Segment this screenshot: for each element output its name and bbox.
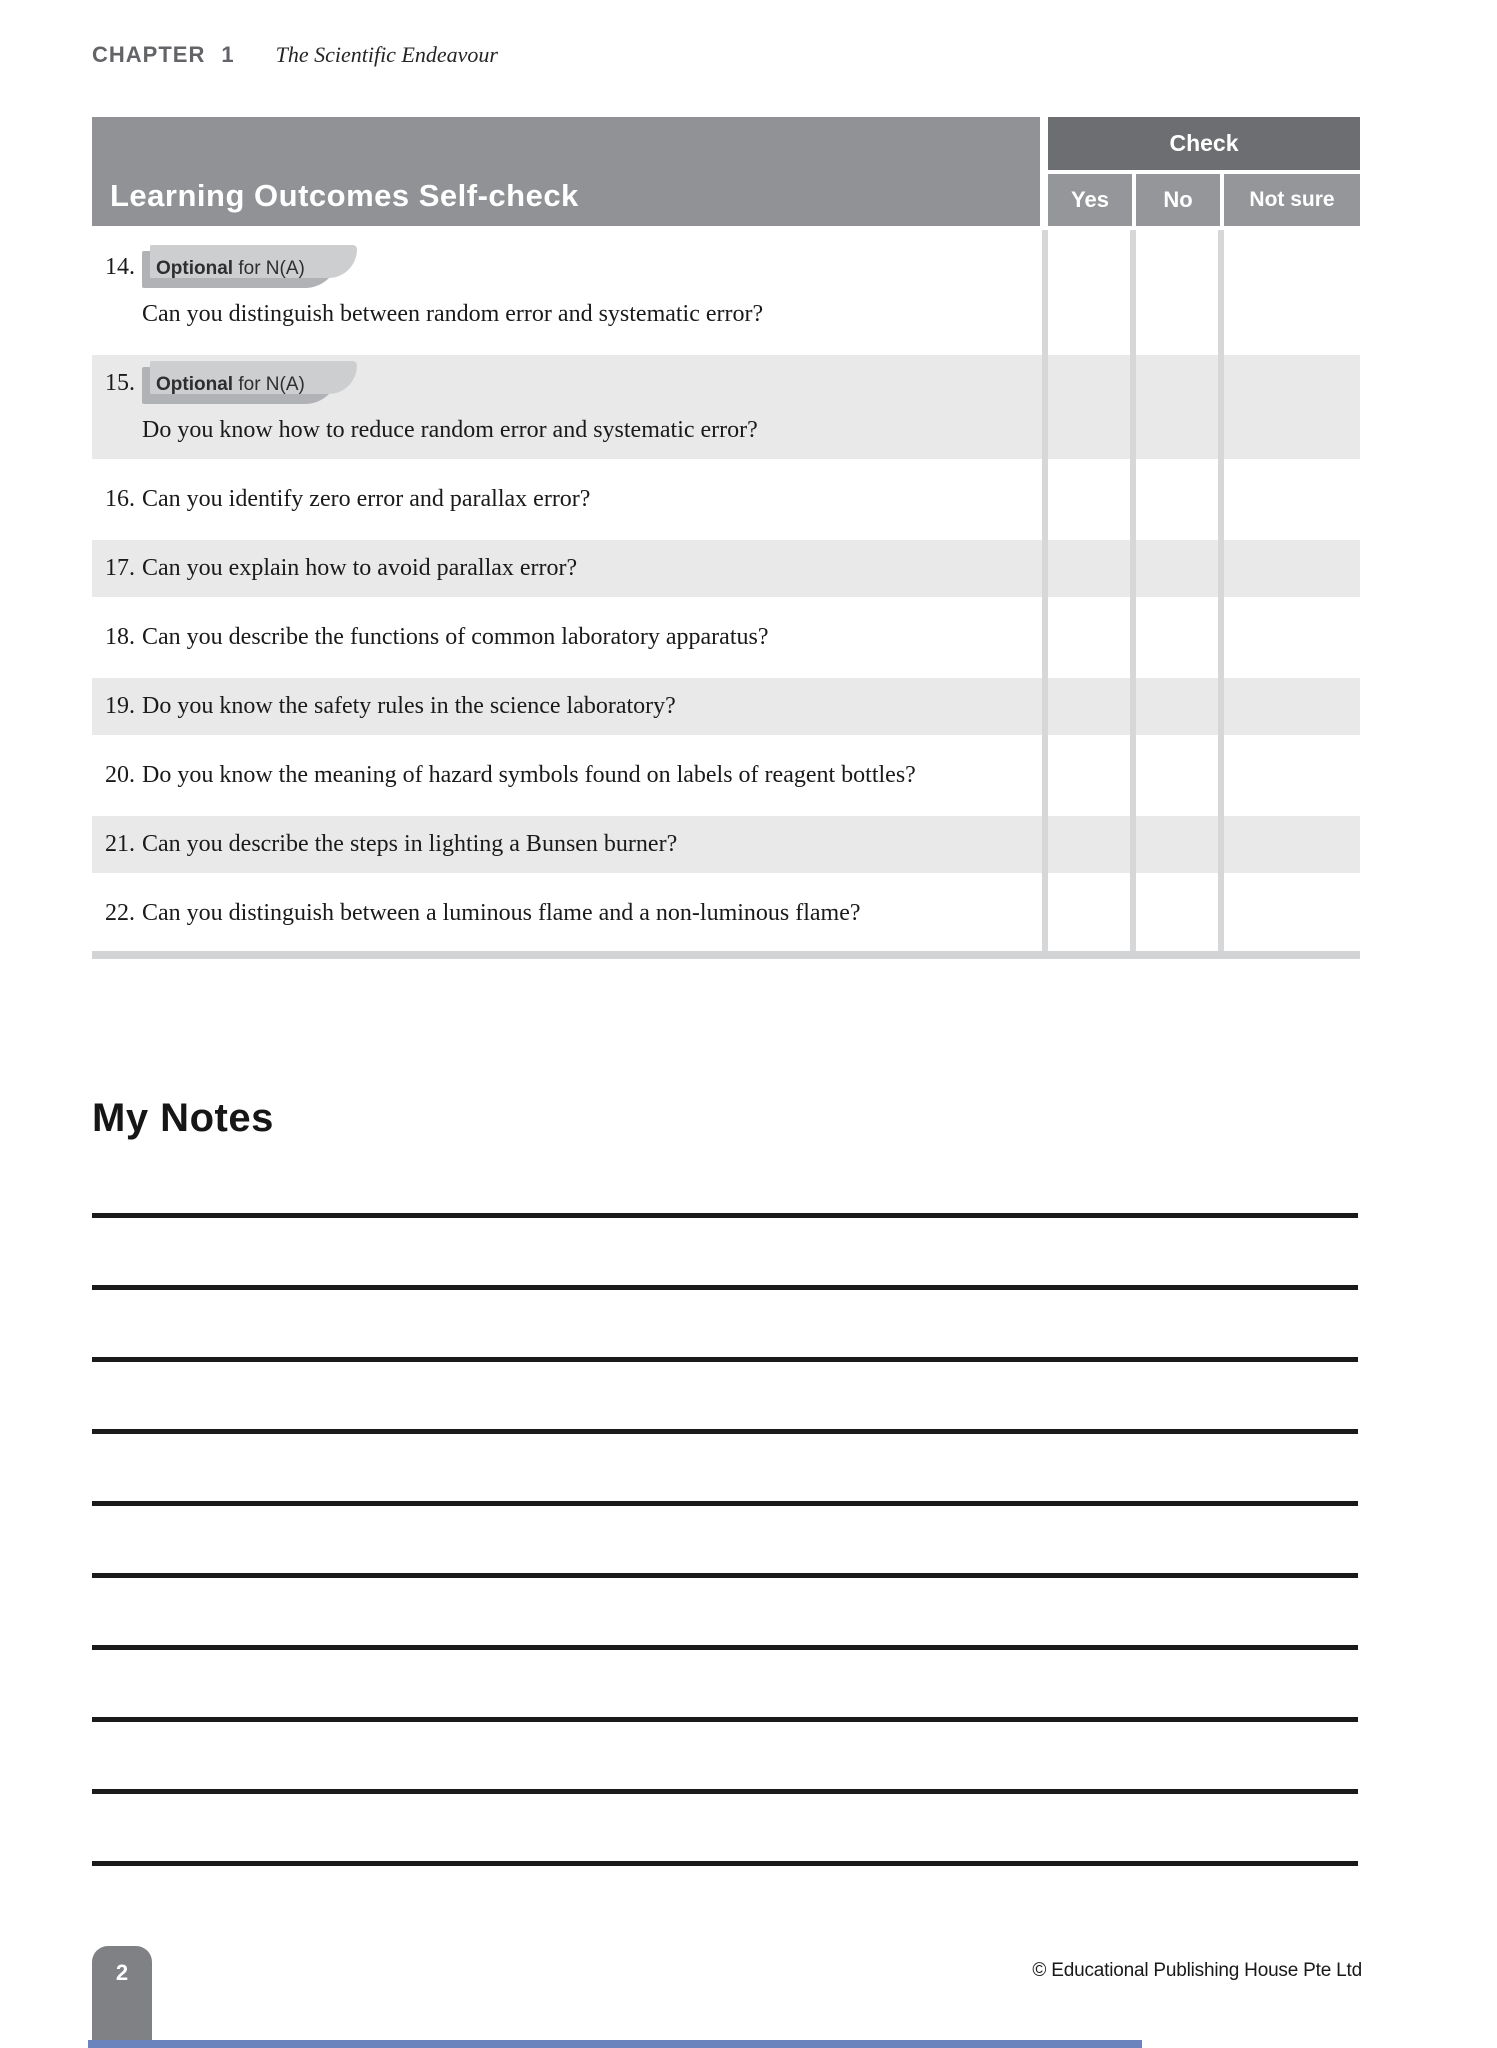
optional-badge-suffix: for N(A) — [238, 258, 305, 279]
check-header: Check — [1048, 117, 1360, 170]
table-row — [92, 738, 1360, 813]
note-line — [92, 1218, 1358, 1290]
page-edge-strip — [88, 2040, 1142, 2048]
note-line — [92, 1506, 1358, 1578]
table-row — [92, 876, 1360, 951]
question-text: Do you know how to reduce random error and systematic error? — [142, 417, 758, 443]
optional-badge-suffix: for N(A) — [238, 374, 305, 395]
question-number: 15. — [105, 370, 135, 396]
table-row — [92, 537, 1360, 600]
question-number: 21. — [105, 831, 135, 857]
optional-badge — [142, 367, 339, 404]
chapter-title: The Scientific Endeavour — [275, 42, 498, 67]
optional-badge — [142, 251, 339, 288]
note-line — [92, 1722, 1358, 1794]
table-row — [92, 352, 1360, 462]
question-cell — [142, 828, 677, 861]
check-subheaders — [1048, 174, 1360, 226]
note-lines — [92, 1146, 1358, 1866]
table-row — [92, 462, 1360, 537]
question-text: Do you know the meaning of hazard symbols found on labels of reagent bottles? — [142, 762, 916, 788]
column-header-yes: Yes — [1048, 174, 1132, 226]
table-row — [92, 600, 1360, 675]
column-separator — [1130, 230, 1136, 951]
chapter-number: 1 — [221, 42, 234, 67]
note-line — [92, 1434, 1358, 1506]
check-header-group — [1048, 117, 1360, 226]
question-text: Can you describe the functions of common laboratory apparatus? — [142, 624, 769, 650]
question-number: 20. — [105, 762, 135, 788]
question-text: Do you know the safety rules in the science laboratory? — [142, 693, 676, 719]
question-number: 19. — [105, 693, 135, 719]
table-title: Learning Outcomes Self-check — [92, 117, 1040, 226]
table-row — [92, 675, 1360, 738]
question-number: 17. — [105, 555, 135, 581]
optional-badge-label: Optional — [156, 258, 234, 279]
question-cell — [142, 759, 916, 792]
question-cell — [142, 897, 861, 930]
table-header — [92, 117, 1360, 226]
page-number: 2 — [115, 1960, 129, 1985]
question-cell — [142, 251, 763, 331]
question-cell — [142, 552, 577, 585]
chapter-label: CHAPTER — [92, 42, 206, 67]
optional-badge-label: Optional — [156, 374, 234, 395]
question-cell — [142, 483, 590, 516]
my-notes-heading: My Notes — [92, 1096, 274, 1140]
question-number: 22. — [105, 900, 135, 926]
note-line — [92, 1578, 1358, 1650]
question-number: 16. — [105, 486, 135, 512]
note-line — [92, 1650, 1358, 1722]
column-separator — [1218, 230, 1224, 951]
chapter-header — [92, 42, 498, 68]
table-bottom-border — [92, 951, 1360, 959]
column-separator — [1042, 230, 1048, 951]
column-header-not-sure: Not sure — [1224, 174, 1360, 226]
column-header-no: No — [1136, 174, 1220, 226]
question-number: 18. — [105, 624, 135, 650]
note-line — [92, 1290, 1358, 1362]
question-text: Can you distinguish between random error and systematic error? — [142, 301, 764, 327]
table-body — [92, 230, 1360, 951]
question-text: Can you identify zero error and parallax error? — [142, 486, 591, 512]
copyright-text: © Educational Publishing House Pte Ltd — [1032, 1960, 1362, 1981]
table-row — [92, 813, 1360, 876]
question-text: Can you explain how to avoid parallax error? — [142, 555, 578, 581]
question-cell — [142, 367, 758, 447]
question-number: 14. — [105, 254, 135, 280]
question-cell — [142, 621, 768, 654]
table-row — [92, 230, 1360, 352]
question-text: Can you describe the steps in lighting a Bunsen burner? — [142, 831, 678, 857]
note-line — [92, 1794, 1358, 1866]
question-text: Can you distinguish between a luminous flame and a non-luminous flame? — [142, 900, 861, 926]
learning-outcomes-table — [92, 117, 1360, 959]
question-cell — [142, 690, 676, 723]
note-line — [92, 1362, 1358, 1434]
note-line — [92, 1146, 1358, 1218]
